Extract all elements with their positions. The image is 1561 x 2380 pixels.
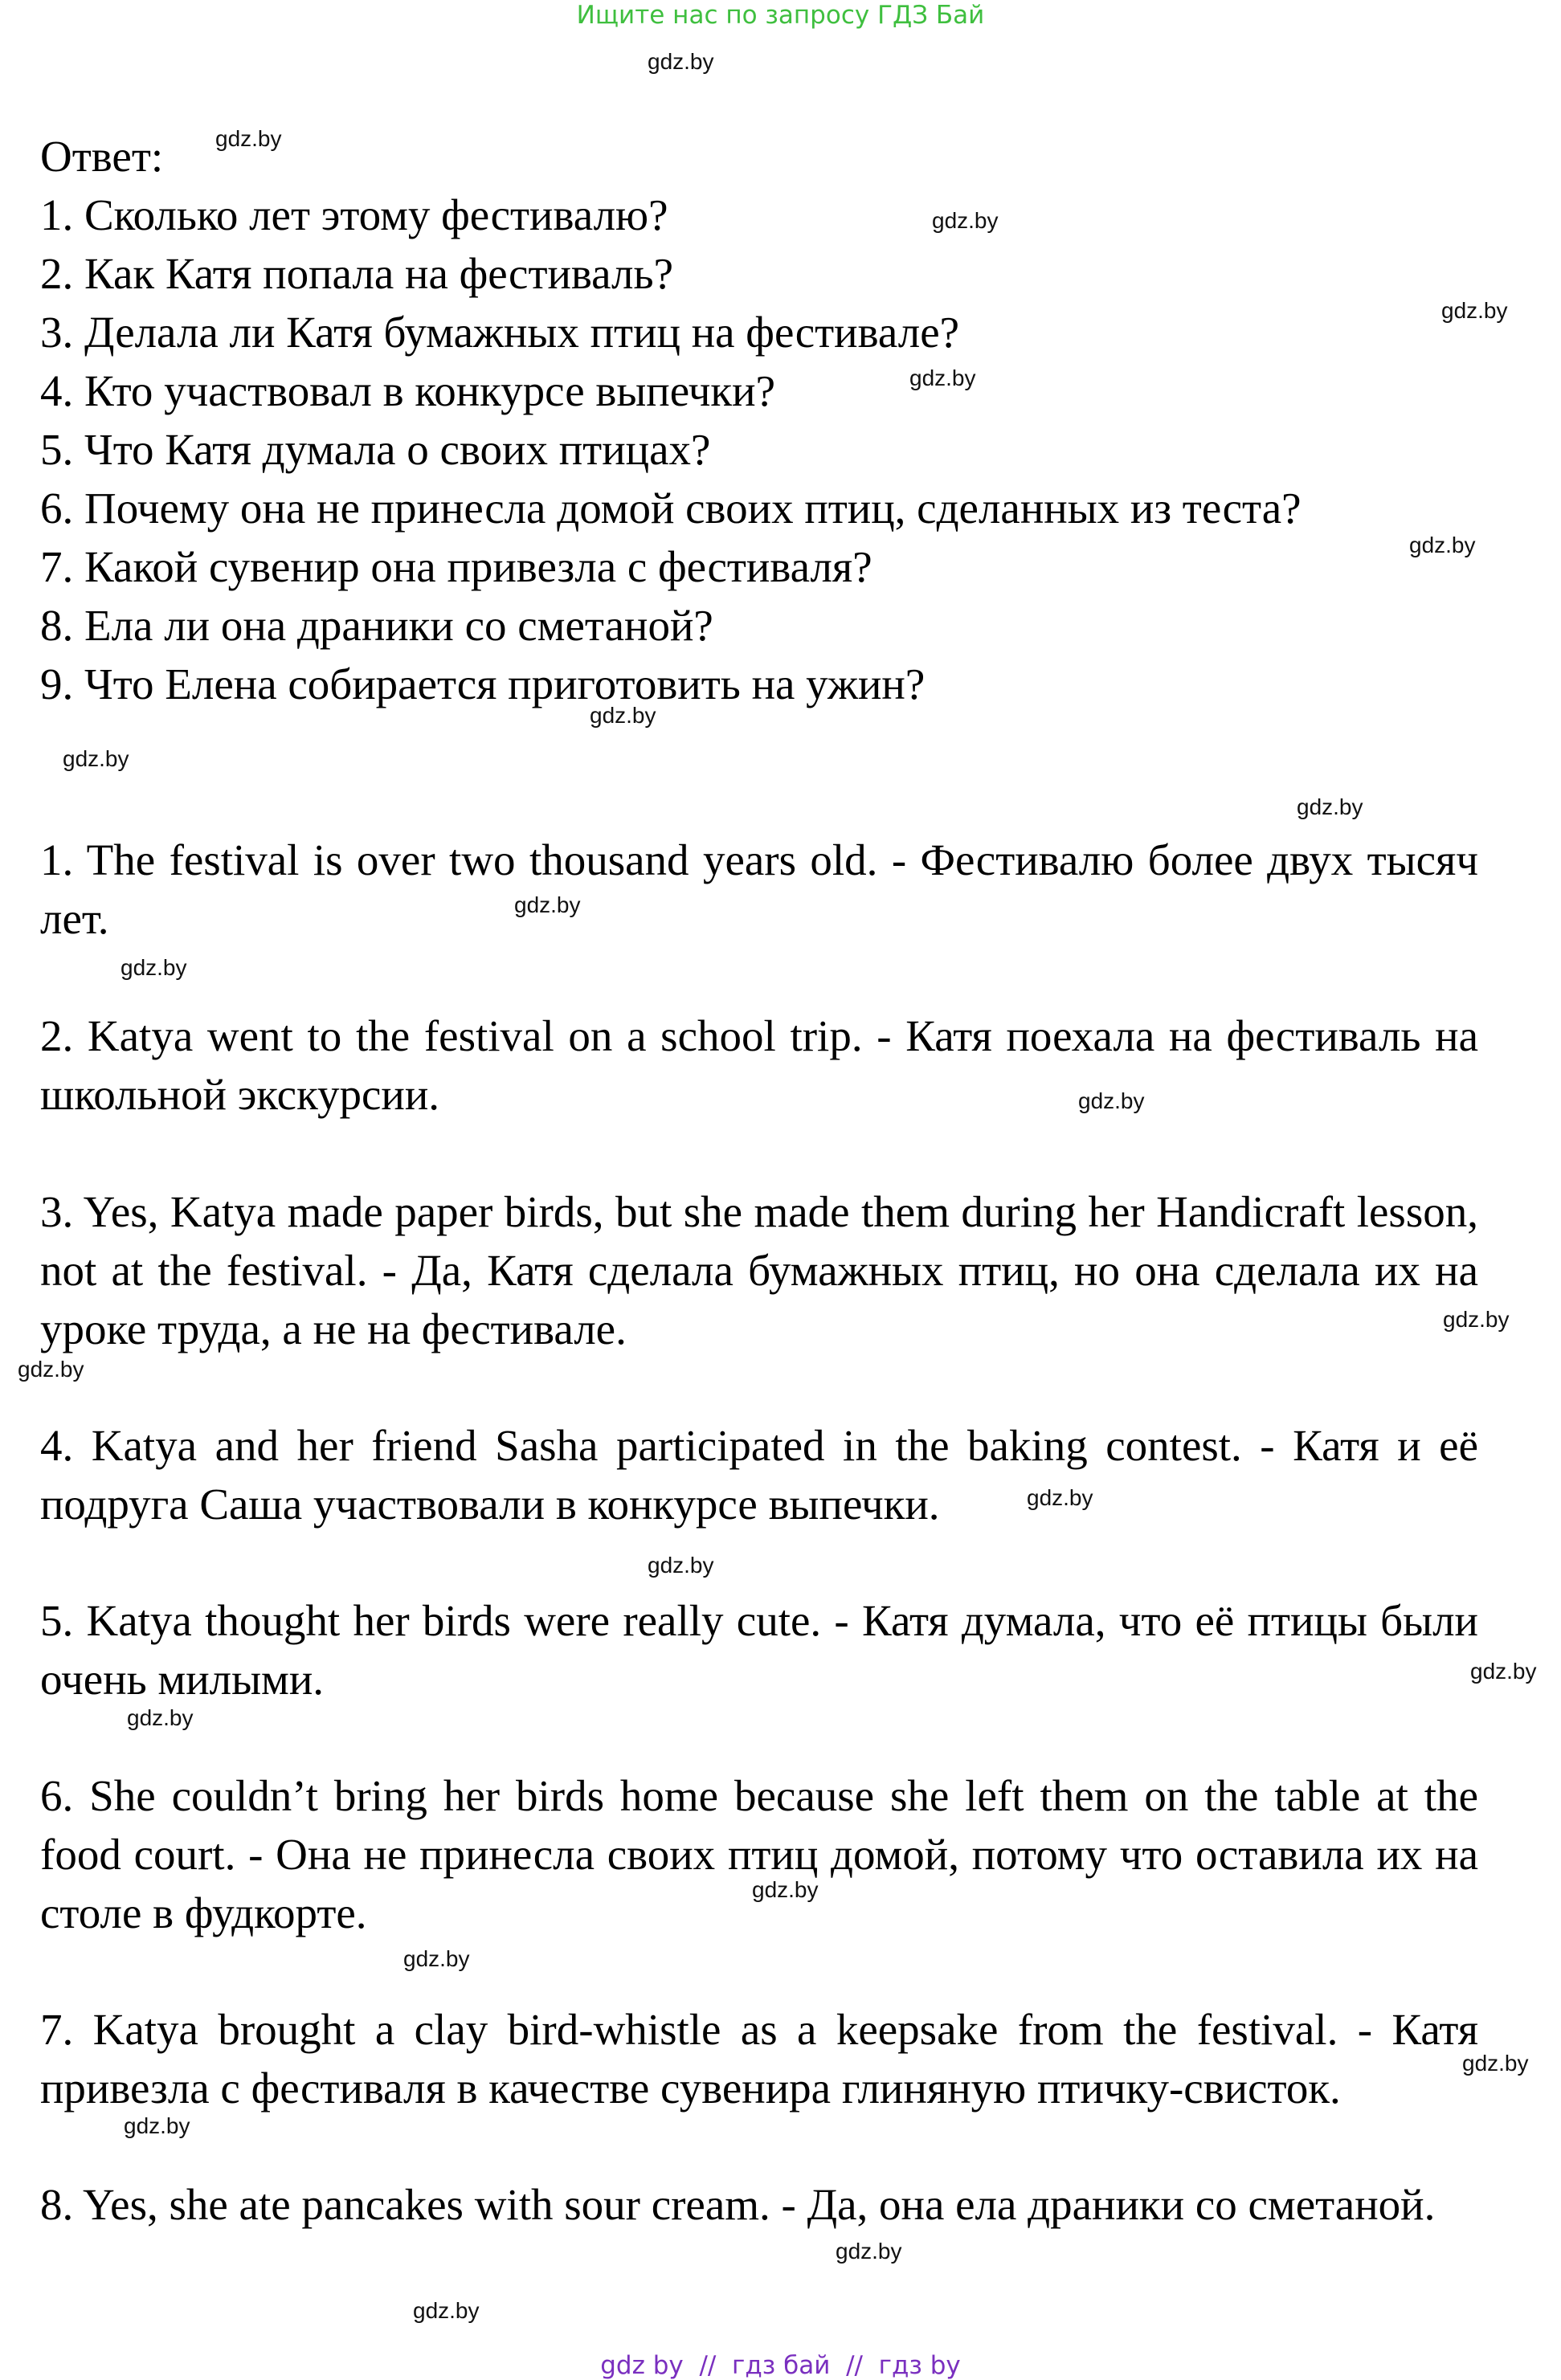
- answer-paragraph: 6. She couldn’t bring her birds home because she left them on the table at the food court. - Она не принесла своих птиц домой, потому что оставила их на столе в фудкорте.: [40, 1771, 1478, 1937]
- watermark: gdz.by: [909, 365, 976, 390]
- question-item: 4. Кто участвовал в конкурсе выпечки?: [40, 366, 775, 415]
- watermark: gdz.by: [1470, 1659, 1537, 1684]
- answer-paragraph: 1. The festival is over two thousand years old. - Фестивалю более двух тысяч лет.: [40, 835, 1478, 943]
- watermark: gdz.by: [403, 1946, 470, 1971]
- watermark: gdz.by: [1297, 794, 1363, 819]
- answer-paragraph: 5. Katya thought her birds were really cute. - Катя думала, что её птицы были очень милыми.: [40, 1596, 1478, 1704]
- answer-paragraph: 2. Katya went to the festival on a school trip. - Катя поехала на фестиваль на школьной экскурсии.: [40, 1011, 1478, 1119]
- question-item: 3. Делала ли Катя бумажных птиц на фестивале?: [40, 308, 960, 357]
- watermark: gdz.by: [1027, 1485, 1093, 1510]
- question-list: [40, 127, 1478, 713]
- watermark: gdz.by: [1441, 298, 1508, 323]
- watermark: gdz.by: [1443, 1307, 1510, 1332]
- question-item: 7. Какой сувенир она привезла с фестиваля?: [40, 542, 872, 591]
- watermark: gdz.by: [124, 2113, 190, 2138]
- question-item: 9. Что Елена собирается приготовить на ужин?: [40, 659, 926, 708]
- answer-paragraph: 4. Katya and her friend Sasha participated in the baking contest. - Катя и её подруга Саша участвовали в конкурсе выпечки.: [40, 1421, 1478, 1529]
- watermark: gdz.by: [590, 703, 656, 728]
- watermark: gdz.by: [752, 1877, 819, 1902]
- answer-paragraph: 7. Katya brought a clay bird-whistle as a keepsake from the festival. - Катя привезла с фестиваля в качестве сувенира глиняную птичку-свисток.: [40, 2005, 1478, 2113]
- question-item: 2. Как Катя попала на фестиваль?: [40, 249, 673, 298]
- question-item: 8. Ела ли она драники со сметаной?: [40, 601, 713, 650]
- watermark: gdz.by: [413, 2298, 480, 2323]
- question-item: 1. Сколько лет этому фестивалю?: [40, 190, 668, 239]
- watermark: gdz.by: [1462, 2051, 1529, 2076]
- watermark: gdz.by: [121, 955, 187, 980]
- search-banner: Ищите нас по запросу ГДЗ Бай: [576, 1, 985, 30]
- answer-paragraph: 8. Yes, she ate pancakes with sour cream. - Да, она ела драники со сметаной.: [40, 2180, 1436, 2229]
- watermark: gdz.by: [63, 746, 129, 771]
- question-item: 5. Что Катя думала о своих птицах?: [40, 425, 711, 474]
- watermark: gdz.by: [648, 1553, 714, 1578]
- answer-label: Ответ:: [40, 132, 164, 181]
- answer-paragraph: 3. Yes, Katya made paper birds, but she made them during her Handicraft lesson, not at the festival. - Да, Катя сделала бумажных птиц, но она сделала их на уроке труда, а не на фестивале.: [40, 1187, 1478, 1353]
- watermark: gdz.by: [514, 892, 581, 917]
- watermark: gdz.by: [1409, 533, 1476, 557]
- question-item: 6. Почему она не принесла домой своих птиц, сделанных из теста?: [40, 484, 1302, 533]
- watermark: gdz.by: [932, 208, 999, 233]
- watermark: gdz.by: [18, 1357, 84, 1382]
- watermark: gdz.by: [1078, 1088, 1145, 1113]
- footer-links[interactable]: gdz by // гдз бай // гдз by: [600, 2351, 961, 2380]
- watermark: gdz.by: [648, 49, 714, 74]
- watermark: gdz.by: [215, 126, 282, 151]
- watermark: gdz.by: [127, 1705, 194, 1730]
- watermark: gdz.by: [836, 2239, 902, 2264]
